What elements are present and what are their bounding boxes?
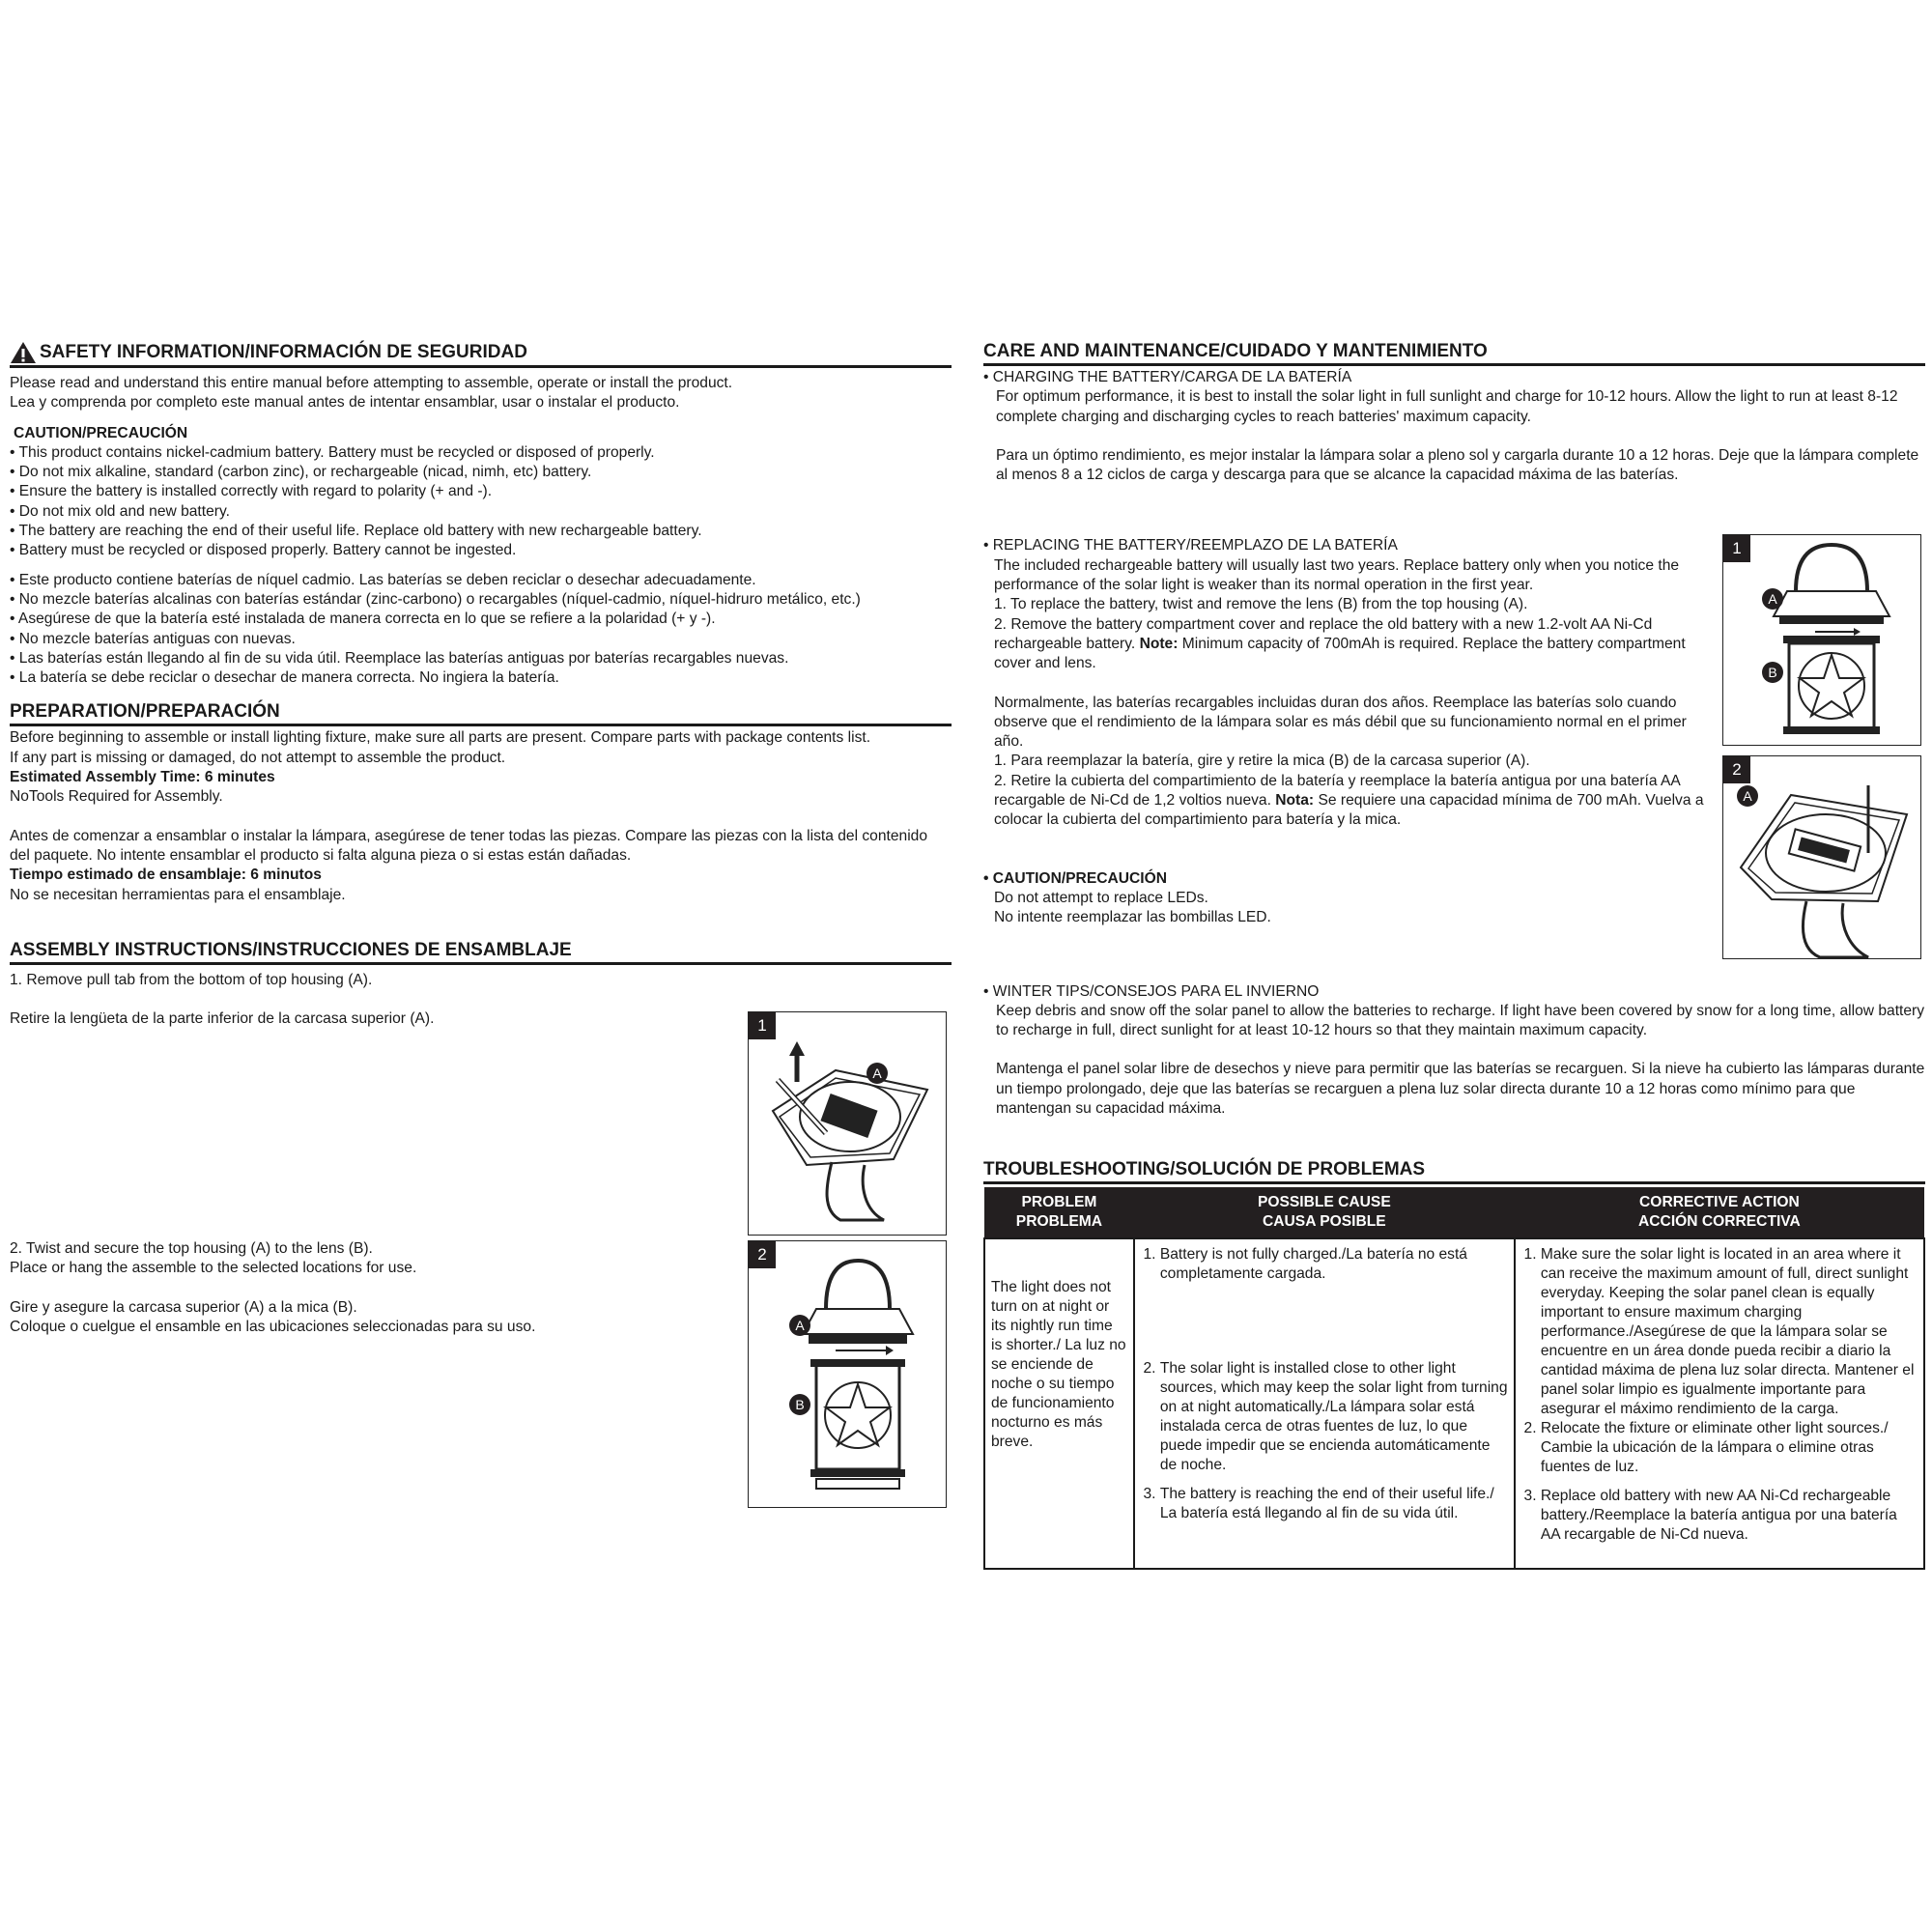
action-item: 2. Relocate the fixture or eliminate other light sources./ Cambie la ubicación de la lámpara o elimine otras fuentes de luz. [1541,1419,1918,1477]
table-header-row [984,1187,1924,1238]
warning-triangle-icon [10,341,37,364]
replacing-es-step-2: 2. Retire la cubierta del compartimiento de la batería y reemplace la batería antigua por una batería AA recargable de Ni-Cd de 1,2 voltios nueva. Nota: Se requiere una capacidad mínima de 700 mAh. Vuelva a colocar la cubierta del compartimiento para batería y la mica. [994,772,1704,829]
care-heading: CARE AND MAINTENANCE/CUIDADO Y MANTENIMIENTO [983,341,1925,366]
cause-cell [1134,1238,1515,1569]
replacing-title: • REPLACING THE BATTERY/REEMPLAZO DE LA BATERÍA [983,537,1398,554]
assembly-figure-2 [748,1240,947,1508]
action-cell [1515,1238,1924,1569]
preparation-en: Before beginning to assemble or install lighting fixture, make sure all parts are present. Compare parts with package contents list. If any part is missing or damaged, do not attempt to assemble the product. [10,729,871,766]
tools-es: No se necesitan herramientas para el ensamblaje. [10,886,346,903]
troubleshooting-table [983,1187,1925,1570]
assembly-heading: ASSEMBLY INSTRUCTIONS/INSTRUCCIONES DE ENSAMBLAJE [10,940,952,965]
figure-2-number: 2 [1723,756,1750,783]
cause-item: 1. Battery is not fully charged./La batería no está completamente cargada. [1160,1245,1508,1284]
header-cause: POSSIBLE CAUSE CAUSA POSIBLE [1134,1187,1515,1238]
replacing-es-step-1: 1. Para reemplazar la batería, gire y retire la mica (B) de la carcasa superior (A). [994,753,1530,770]
care-caution-title: • CAUTION/PRECAUCIÓN [983,869,1167,887]
label-a-badge: A [1762,588,1783,610]
winter-title: • WINTER TIPS/CONSEJOS PARA EL INVIERNO [983,982,1320,1000]
preparation-es: Antes de comenzar a ensamblar o instalar la lámpara, asegúrese de tener todas las piezas. Compare las piezas con la lista del contenido del paquete. No intente ensamblar el producto si falta alguna pieza o si estas están dañadas. [10,827,928,864]
replacing-block [983,536,1718,830]
left-column [10,341,952,1336]
problem-cell: The light does not turn on at night or its nightly run time is shorter./ La luz no se enciende de noche o su tiempo de funcionamiento nocturno es más breve. [984,1238,1134,1569]
action-item: 1. Make sure the solar light is located in an area where it can receive the maximum amount of full, direct sunlight everyday. Keeping the solar panel clean is equally important to ensure maximum charging performance./Asegúrese de que la lámpara solar se encuentre en un área donde pueda recibir a diario la cantidad máxima de plena luz solar directa. Mantener el panel solar limpio es igualmente importante para asegurar el máximo rendimiento de la carga. [1541,1245,1918,1419]
safety-intro: Please read and understand this entire manual before attempting to assemble, operate or install the product. Lea y comprenda por completo este manual antes de intentar ensamblar, usar o instalar el producto. [10,375,733,412]
label-a-badge: A [1737,785,1758,807]
caution-list-en: • This product contains nickel-cadmium battery. Battery must be recycled or disposed of properly. • Do not mix alkaline, standard (carbon zinc), or rechargeable (nicad, nimh, etc) battery. • Ensure the battery is installed correctly with regard to polarity (+ and -). • Do not mix old and new battery. • The battery are reaching the end of their useful life. Replace old battery with new rechargeable battery. • Battery must be recycled or disposed properly. Battery cannot be ingested. [10,443,702,559]
troubleshooting-heading: TROUBLESHOOTING/SOLUCIÓN DE PROBLEMAS [983,1159,1925,1184]
replacing-es-intro: Normalmente, las baterías recargables incluidas duran dos años. Reemplace las baterías solo cuando observe que el rendimiento de la lámpara solar es más débil que su funcionamiento normal en el primer año. [994,694,1687,751]
label-a-badge: A [789,1315,810,1336]
figure-2-number: 2 [749,1241,776,1268]
winter-en: Keep debris and snow off the solar panel to allow the batteries to recharge. If light have been covered by snow for a long time, allow battery to recharge in full, direct sunlight for at least 10-12 hours so that they maintain maximum capacity. [996,1002,1925,1039]
label-b-badge: B [1762,662,1783,683]
action-item: 3. Replace old battery with new AA Ni-Cd rechargeable battery./Reemplace la batería antigua por una batería AA recargable de Ni-Cd nueva. [1541,1487,1918,1545]
header-action: CORRECTIVE ACTION ACCIÓN CORRECTIVA [1515,1187,1924,1238]
assembly-step-2: 2. Twist and secure the top housing (A) to the lens (B). Place or hang the assemble to the selected locations for use. Gire y asegure la carcasa superior (A) a la mica (B). Coloque o cuelgue el ensamble en las ubicaciones seleccionadas para su uso. [10,1240,536,1336]
caution-list-es: • Este producto contiene baterías de níquel cadmio. Las baterías se deben reciclar o desechar adecuadamente. • No mezcle baterías alcalinas con baterías estándar (zinc-carbono) o recargables (níquel-cadmio, níquel-hidruro metálico, etc.) • Asegúrese de que la batería esté instalada de manera correcta en lo que se refiere a la polaridad (+ y -). • No mezcle baterías antiguas con nuevas. • Las baterías están llegando al fin de su vida útil. Reemplace las baterías antiguas por baterías recargables nuevas. • La batería se debe reciclar o desechar de manera correcta. No ingiera la batería. [10,571,861,687]
label-a-badge: A [867,1063,888,1084]
care-caution-text: Do not attempt to replace LEDs. No intente reemplazar las bombillas LED. [994,889,1271,926]
assembly-step-1: 1. Remove pull tab from the bottom of top housing (A). Retire la lengüeta de la parte inferior de la carcasa superior (A). [10,971,435,1028]
replace-figure-1 [1722,534,1921,746]
tools-en: NoTools Required for Assembly. [10,788,223,806]
top-housing-illustration [749,1012,946,1235]
charging-en: For optimum performance, it is best to install the solar light in full sunlight and charge for 10-12 hours. Allow the light to run at least 8-12 complete charging and discharging cycles to reach batteries' maximum capacity. [996,388,1898,425]
figure-1-number: 1 [749,1012,776,1039]
replacing-en-step-1: 1. To replace the battery, twist and remove the lens (B) from the top housing (A). [994,596,1528,613]
cause-item: 2. The solar light is installed close to other light sources, which may keep the solar light from turning on at night automatically./La lámpara solar está instalada cerca de otras fuentes de luz, lo que puede impedir que se encienda automáticamente de noche. [1160,1359,1508,1475]
assembly-figure-1 [748,1011,947,1236]
caution-title: CAUTION/PRECAUCIÓN [14,424,188,441]
lantern-assembly-illustration [749,1241,946,1507]
label-b-badge: B [789,1394,810,1415]
replace-figure-2 [1722,755,1921,959]
charging-es: Para un óptimo rendimiento, es mejor instalar la lámpara solar a pleno sol y cargarla durante 10 a 12 horas. Deje que la lámpara complete al menos 8 a 12 ciclos de carga y descarga para que se alcance la capacidad máxima de las baterías. [996,446,1919,484]
replacing-en-step-2: 2. Remove the battery compartment cover and replace the old battery with a new 1.2-volt AA Ni-Cd rechargeable battery. Note: Minimum capacity of 700mAh is required. Replace the battery compartment cover and lens. [994,615,1686,672]
figure-1-number: 1 [1723,535,1750,562]
winter-es: Mantenga el panel solar libre de desechos y nieve para permitir que las baterías se recarguen. Si la nieve ha cubierto las lámparas durante un tiempo prolongado, deje que las baterías se recarguen a plena luz solar directa durante 10 a 12 horas como mínimo para que mantengan su capacidad máxima. [996,1061,1925,1118]
preparation-heading: PREPARATION/PREPARACIÓN [10,701,952,726]
lantern-disassembly-illustration [1723,535,1920,745]
header-problem: PROBLEM PROBLEMA [984,1187,1134,1238]
assembly-time-es: Tiempo estimado de ensamblaje: 6 minutos [10,867,322,884]
cause-item: 3. The battery is reaching the end of their useful life./ La batería está llegando al fin de su vida útil. [1160,1485,1508,1523]
assembly-time-en: Estimated Assembly Time: 6 minutes [10,769,275,786]
charging-title: • CHARGING THE BATTERY/CARGA DE LA BATERÍA [983,369,1352,385]
replacing-en-intro: The included rechargeable battery will usually last two years. Replace battery only when you notice the performance of the solar light is weaker than its normal operation in the first year. [994,556,1680,594]
safety-heading: SAFETY INFORMATION/INFORMACIÓN DE SEGURIDAD [10,341,952,368]
table-row [984,1238,1924,1569]
